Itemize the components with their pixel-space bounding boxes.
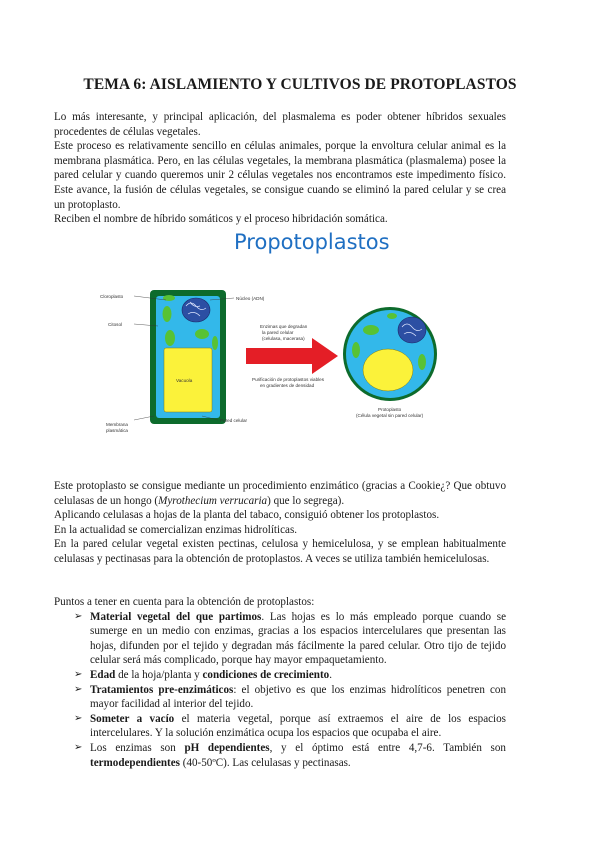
purification-label-1: Purificación de protoplastos viables	[252, 377, 325, 382]
protoplast-chloroplast	[352, 342, 360, 358]
label-membrana-1: Membrana	[106, 422, 128, 427]
protoplast-label-1: Protoplasto	[378, 407, 402, 412]
chloroplast	[212, 336, 218, 350]
protoplast-diagram	[94, 230, 466, 445]
list-item: ➢ Someter a vacío el materia vegetal, porque así extraemos el aire de los espacios intercelulares. Y la solución enzimática ocupa los espacios que ocupaba el aire.	[74, 712, 506, 740]
bullet-arrow-icon: ➢	[74, 712, 83, 724]
process-arrow	[246, 338, 338, 374]
list-item: ➢ Edad de la hoja/planta y condiciones de crecimiento.	[74, 668, 332, 681]
bullet-arrow-icon: ➢	[74, 668, 83, 680]
protoplast-chloroplast	[387, 313, 397, 319]
protoplast-chloroplast	[363, 325, 379, 335]
chloroplast	[163, 295, 175, 301]
protoplast-figure	[94, 230, 466, 445]
intro-section	[54, 110, 506, 227]
chloroplast	[163, 306, 172, 322]
list-item: ➢ Material vegetal del que partimos. Las hojas es lo más empleado porque cuando se sumerge en un medio con enzimas, gracias a los espacios intercelulares que presentan las hojas, difunden por el tejido y degradan más fácilmente la pared celular. Otro tijo de tejido celular será más complicado, porque hay mayor empaquetamiento.	[74, 610, 506, 667]
points-list	[54, 610, 506, 771]
chloroplast	[165, 330, 175, 346]
enzymes-label-3: (celulasa, macerasa)	[262, 336, 305, 341]
body-paragraph-3: En la actualidad se comercializan enzimas hidrolíticas.	[54, 523, 298, 536]
figure-title: Propotoplastos	[234, 230, 390, 254]
enzymes-label-1: Enzimas que degradan	[260, 324, 308, 329]
list-item: ➢ Tratamientos pre-enzimáticos: el objetivo es que los enzimas hidrolíticos penetren con mayor facilidad al interior del tejido.	[74, 683, 506, 711]
purification-label-2: en gradientes de densidad	[260, 383, 315, 388]
enzymes-label-2: la pared celular	[262, 330, 294, 335]
protoplast-nucleus	[398, 317, 426, 343]
points-heading: Puntos a tener en cuenta para la obtención de protoplastos:	[54, 596, 315, 608]
label-membrana-2: plasmática	[106, 428, 128, 433]
label-nucleo: Núcleo (ADN)	[236, 296, 265, 301]
intro-paragraph-3: Reciben el nombre de híbrido somáticos y el proceso hibridación somática.	[54, 213, 388, 226]
bullet-arrow-icon: ➢	[74, 741, 83, 753]
body-paragraph-4: En la pared celular vegetal existen pectinas, celulosa y hemicelulosa, y se emplean habitualmente celulasas y pectinasas para la obtención de protoplastos. A veces se utiliza también hemicelulosas.	[54, 538, 506, 565]
bullet-arrow-icon: ➢	[74, 610, 83, 622]
label-pared-celular: Pared celular	[220, 418, 248, 423]
body-section	[54, 479, 506, 567]
fungus-name: Myrothecium verrucaria	[158, 494, 268, 507]
nucleus	[182, 298, 210, 322]
page-title: TEMA 6: AISLAMIENTO Y CULTIVOS DE PROTOPLASTOS	[83, 76, 517, 93]
protoplast-vacuole	[363, 349, 413, 391]
points-section	[54, 595, 506, 770]
body-paragraph-2: Aplicando celulasas a hojas de la planta del tabaco, consiguió obtener los protoplastos.	[54, 509, 440, 522]
list-item: ➢ Los enzimas son pH dependientes, y el óptimo está entre 4,7-6. También son termodependientes (40-50ºC). Las celulasas y pectinasas.	[74, 741, 506, 769]
chloroplast	[195, 329, 209, 339]
body-paragraph-1: Este protoplasto se consigue mediante un procedimiento enzimático (gracias a Cookie¿? Que obtuvo celulasas de un hongo (Myrothecium verrucaria) que lo segrega).	[54, 480, 506, 507]
label-vacuola: Vacuola	[176, 378, 193, 383]
protoplast-chloroplast	[418, 354, 426, 370]
label-citosol: Citosol	[108, 322, 123, 327]
bullet-arrow-icon: ➢	[74, 683, 83, 695]
protoplast-label-2: (Célula vegetal sin pared celular)	[356, 413, 424, 418]
label-cloroplasto: Cloroplasto	[100, 294, 124, 299]
intro-paragraph-2: Este proceso es relativamente sencillo en células animales, porque la envoltura celular animal es la membrana plasmática. Pero, en las células vegetales, la membrana plasmática (plasmalema) posee la pared celular y cuando queremos unir 2 células vegetales nos encontramos este impedimento físico. Este avance, la fusión de células vegetales, se consigue cuando se eliminó la pared celular y se crea un protoplasto.	[54, 140, 506, 211]
intro-paragraph-1: Lo más interesante, y principal aplicación, del plasmalema es poder obtener híbridos sexuales procedentes de células vegetales.	[54, 111, 506, 138]
